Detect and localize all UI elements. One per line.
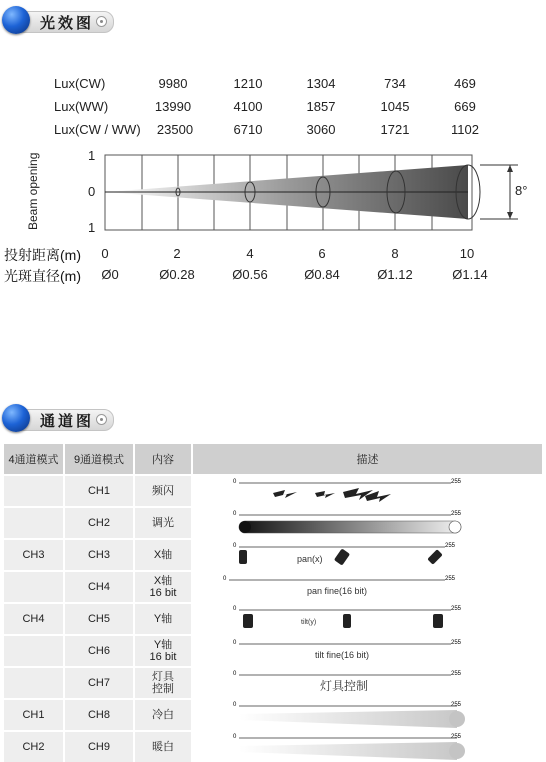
mode4-cell: CH4 xyxy=(4,603,64,635)
tilt-fine-graphic xyxy=(193,636,543,666)
distance-value: 0 xyxy=(101,246,109,261)
moving-head-icon xyxy=(427,549,443,565)
description-cell xyxy=(192,731,542,762)
content-cell: X轴 xyxy=(134,539,192,571)
mode9-cell: CH1 xyxy=(64,475,134,507)
mode9-cell: CH3 xyxy=(64,539,134,571)
range-start: 0 xyxy=(223,576,227,582)
table-row xyxy=(4,635,542,667)
distance-label: 投射距离(m) xyxy=(4,247,81,263)
fixture-control-label: 灯具控制 xyxy=(320,679,369,693)
mode9-cell: CH9 xyxy=(64,731,134,762)
tilt-graphic xyxy=(193,604,543,634)
moving-head-icon xyxy=(343,614,351,628)
content-cell: 灯具 控制 xyxy=(134,667,192,699)
mode9-cell: CH7 xyxy=(64,667,134,699)
lux-value: 23500 xyxy=(156,122,194,137)
lux-label: Lux(CW / WW) xyxy=(54,122,141,137)
dimmer-graphic xyxy=(193,508,543,538)
distance-value: 4 xyxy=(246,246,254,261)
description-cell xyxy=(192,635,542,667)
lux-value: 1210 xyxy=(233,76,263,91)
distance-value: 6 xyxy=(318,246,326,261)
channel-table xyxy=(4,444,542,762)
description-cell xyxy=(192,475,542,507)
spot-value: Ø0.84 xyxy=(304,267,340,282)
tilt-label: tilt(y) xyxy=(301,619,317,626)
spot-label: 光斑直径(m) xyxy=(4,268,81,284)
lux-value: 669 xyxy=(454,99,476,114)
mode4-cell xyxy=(4,507,64,539)
header-content: 内容 xyxy=(134,444,192,475)
mode9-cell: CH6 xyxy=(64,635,134,667)
spot-value: Ø1.12 xyxy=(377,267,413,282)
mode9-cell: CH2 xyxy=(64,507,134,539)
content-cell: 频闪 xyxy=(134,475,192,507)
table-row xyxy=(4,667,542,699)
mode9-cell: CH5 xyxy=(64,603,134,635)
lightning-icon xyxy=(315,491,335,498)
table-row xyxy=(4,699,542,731)
pan-label: pan(x) xyxy=(297,554,323,564)
range-start: 0 xyxy=(233,606,237,612)
lightning-icon xyxy=(273,490,297,498)
beam-angle: 8° xyxy=(515,183,528,198)
description-cell xyxy=(192,539,542,571)
range-start: 0 xyxy=(233,640,237,646)
tilt-fine-label: tilt fine(16 bit) xyxy=(315,650,370,660)
mode4-cell: CH3 xyxy=(4,539,64,571)
beam-cone-graphic xyxy=(100,150,540,240)
lux-value: 9980 xyxy=(158,76,188,91)
section-title: 通道图 xyxy=(40,412,95,430)
dot-icon xyxy=(96,16,107,27)
mode9-cell: CH4 xyxy=(64,571,134,603)
lux-value: 1721 xyxy=(380,122,410,137)
table-row xyxy=(4,603,542,635)
beam-tick: 1 xyxy=(88,148,96,163)
range-end: 255 xyxy=(451,671,462,677)
dot-icon xyxy=(96,414,107,425)
range-start: 0 xyxy=(233,671,237,677)
section-header-channel-chart xyxy=(2,404,114,432)
fixture-control-graphic xyxy=(193,668,543,698)
moving-head-icon xyxy=(433,614,443,628)
spot-value: Ø0 xyxy=(101,267,119,282)
header-9ch-mode: 9通道模式 xyxy=(64,444,134,475)
range-end: 255 xyxy=(451,479,462,485)
range-end: 255 xyxy=(451,511,462,517)
mode4-cell xyxy=(4,571,64,603)
content-cell: 调光 xyxy=(134,507,192,539)
table-row xyxy=(4,507,542,539)
description-cell xyxy=(192,507,542,539)
beam-tick: 0 xyxy=(88,184,96,199)
moving-head-icon xyxy=(239,550,247,564)
blue-ball-icon xyxy=(2,404,30,432)
range-end: 255 xyxy=(445,543,456,549)
header-4ch-mode: 4通道模式 xyxy=(4,444,64,475)
mode4-cell xyxy=(4,475,64,507)
lux-value: 13990 xyxy=(154,99,192,114)
beam-axis-label: Beam opening xyxy=(26,152,40,230)
blue-ball-icon xyxy=(2,6,30,34)
spot-value: Ø0.28 xyxy=(159,267,195,282)
mode4-cell xyxy=(4,635,64,667)
table-header-row xyxy=(4,444,542,475)
lux-value: 1102 xyxy=(451,122,479,137)
moving-head-icon xyxy=(334,548,350,565)
content-cell: X轴 16 bit xyxy=(134,571,192,603)
range-end: 255 xyxy=(451,734,462,740)
distance-value: 10 xyxy=(459,246,475,261)
table-row xyxy=(4,475,542,507)
lux-value: 3060 xyxy=(306,122,336,137)
strobe-graphic xyxy=(193,476,543,506)
lux-label: Lux(WW) xyxy=(54,99,109,114)
beam-tick: 1 xyxy=(88,220,96,235)
mode9-cell: CH8 xyxy=(64,699,134,731)
content-cell: 冷白 xyxy=(134,699,192,731)
section-header-light-effect xyxy=(2,6,114,34)
content-cell: Y轴 16 bit xyxy=(134,635,192,667)
table-row xyxy=(4,731,542,762)
range-end: 255 xyxy=(451,640,462,646)
table-row xyxy=(4,539,542,571)
moving-head-icon xyxy=(243,614,253,628)
range-end: 255 xyxy=(451,702,462,708)
content-cell: 暖白 xyxy=(134,731,192,762)
description-cell xyxy=(192,667,542,699)
range-end: 255 xyxy=(445,576,456,582)
lux-value: 6710 xyxy=(233,122,263,137)
pan-fine-graphic xyxy=(193,572,543,602)
mode4-cell: CH1 xyxy=(4,699,64,731)
table-row xyxy=(4,571,542,603)
range-start: 0 xyxy=(233,511,237,517)
lux-value: 4100 xyxy=(233,99,263,114)
range-end: 255 xyxy=(451,606,462,612)
lux-value: 1045 xyxy=(380,99,410,114)
header-description: 描述 xyxy=(192,444,542,475)
lux-value: 469 xyxy=(454,76,476,91)
range-start: 0 xyxy=(233,543,237,549)
lux-value: 1857 xyxy=(306,99,336,114)
lux-value: 734 xyxy=(384,76,406,91)
mode4-cell: CH2 xyxy=(4,731,64,762)
description-cell xyxy=(192,603,542,635)
pan-graphic xyxy=(193,540,543,570)
distance-value: 2 xyxy=(173,246,181,261)
description-cell xyxy=(192,699,542,731)
section-title: 光效图 xyxy=(40,14,95,32)
cool-white-graphic xyxy=(193,700,543,730)
spot-value: Ø0.56 xyxy=(232,267,268,282)
warm-white-graphic xyxy=(193,732,543,762)
lux-value: 1304 xyxy=(306,76,336,91)
pan-fine-label: pan fine(16 bit) xyxy=(307,586,368,596)
range-start: 0 xyxy=(233,479,237,485)
description-cell xyxy=(192,571,542,603)
range-start: 0 xyxy=(233,734,237,740)
distance-value: 8 xyxy=(391,246,399,261)
lux-label: Lux(CW) xyxy=(54,76,106,91)
range-start: 0 xyxy=(233,702,237,708)
spot-value: Ø1.14 xyxy=(452,267,488,282)
mode4-cell xyxy=(4,667,64,699)
content-cell: Y轴 xyxy=(134,603,192,635)
